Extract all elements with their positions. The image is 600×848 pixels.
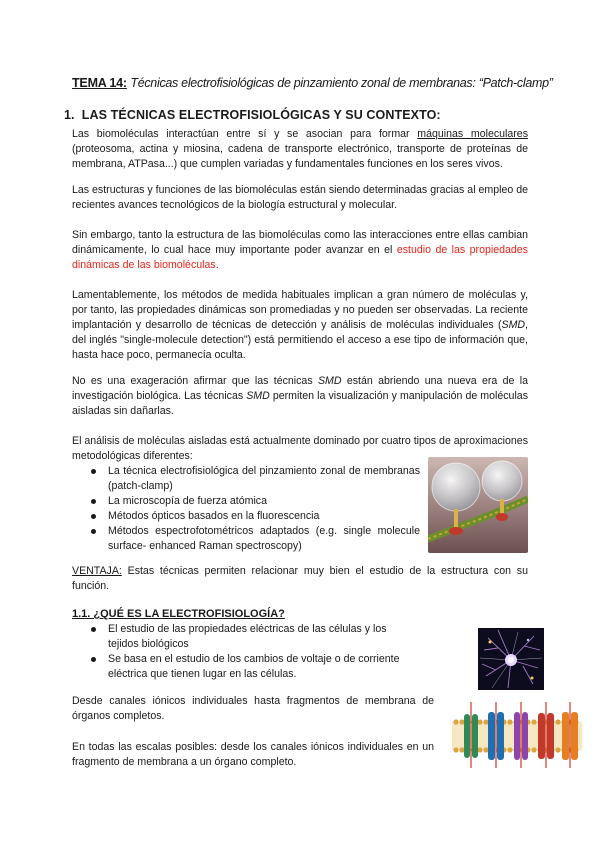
paragraph-5-text-b: están abriendo una nueva era de la investigación biológica. Las técnicas — [72, 375, 528, 402]
section-1-heading — [64, 108, 441, 122]
paragraph-5-text-a: No es una exageración afirmar que las técnicas — [72, 375, 318, 387]
ion-channels-diagram-svg — [452, 700, 582, 772]
paragraph-5 — [72, 374, 528, 419]
paragraph-2: Las estructuras y funciones de las biomoléculas están siendo determinadas gracias al empleo de recientes avances tecnológicos de la biología estructural y molecular. — [72, 184, 528, 211]
section-1-1-heading: 1.1. ¿QUÉ ES LA ELECTROFISIOLOGÍA? — [72, 608, 285, 620]
ion-channels-diagram — [452, 700, 582, 772]
list-item: Métodos espectrofotométricos adaptados (e.g. single molecule surface- enhanced Raman spectroscopy) — [88, 524, 420, 554]
paragraph-3-text-a: Sin embargo, tanto la estructura de las biomoléculas como las interacciones entre ellas cambian dinámicamente, lo cual hace muy importante poder avanzar en el — [72, 229, 528, 256]
list-item: El estudio de las propiedades eléctricas de las células y los tejidos biológicos — [88, 622, 408, 652]
page-title — [72, 76, 553, 90]
ventaja-label: VENTAJA: — [72, 565, 122, 577]
list-item: Se basa en el estudio de los cambios de voltaje o de corriente eléctrica que tienen lugar en las células. — [88, 652, 408, 682]
paragraph-4-text-b: , del inglés "single-molecule detection") está permitiendo el acceso a ese tipo de información que, hasta hace poco, permanecía oculta. — [72, 319, 528, 361]
smd-term: SMD — [246, 390, 270, 402]
title-subtitle: Técnicas electrofisiológicas de pinzamiento zonal de membranas: “Patch-clamp” — [130, 76, 553, 90]
paragraph-4-text-a: Lamentablemente, los métodos de medida habituales implican a gran número de moléculas y, por tanto, las propiedades dinámicas son promediadas y no pueden ser observadas. La reciente implantación y desarrollo de técnicas de detección y análisis de moléculas individuales ( — [72, 289, 528, 331]
neuron-image-svg — [478, 628, 544, 690]
paragraph-3-highlight: estudio de las propiedades dinámicas de las biomoléculas — [72, 244, 528, 271]
patch-clamp-illustration-svg — [428, 457, 528, 553]
paragraph-4 — [72, 288, 528, 363]
paragraph-3 — [72, 228, 528, 273]
section-1-title: LAS TÉCNICAS ELECTROFISIOLÓGICAS Y SU CONTEXTO: — [81, 108, 441, 122]
paragraph-1 — [72, 127, 528, 172]
ventaja-text: Estas técnicas permiten relacionar muy bien el estudio de la estructura con su función. — [72, 565, 528, 592]
scale-paragraph-1: Desde canales iónicos individuales hasta fragmentos de membrana de órganos completos. — [72, 695, 434, 722]
list-item: Métodos ópticos basados en la fluorescencia — [88, 509, 420, 524]
scale-paragraph-2: En todas las escalas posibles: desde los canales iónicos individuales en un fragmento de membrana a un órgano completo. — [72, 741, 434, 768]
electrophysiology-list — [88, 622, 408, 682]
smd-term: SMD — [501, 319, 526, 331]
ventaja-paragraph — [72, 564, 528, 594]
paragraph-5-text-c: permiten la visualización y manipulación de moléculas aisladas sin dañarlas. — [72, 390, 528, 417]
maquinas-moleculares-term: máquinas moleculares — [417, 128, 528, 140]
title-label: TEMA 14: — [72, 76, 127, 90]
methods-list — [88, 464, 420, 554]
list-item: La microscopía de fuerza atómica — [88, 494, 420, 509]
paragraph-6: El análisis de moléculas aisladas está actualmente dominado por cuatro tipos de aproximaciones metodológicas diferentes: — [72, 435, 528, 462]
list-item: La técnica electrofisiológica del pinzamiento zonal de membranas (patch-clamp) — [88, 464, 420, 494]
smd-term: SMD — [317, 375, 342, 387]
paragraph-3-text-b: . — [215, 259, 219, 271]
patch-clamp-illustration — [428, 457, 528, 553]
paragraph-1-text-a: Las biomoléculas interactúan entre sí y se asocian para formar — [72, 128, 418, 140]
section-1-number: 1. — [64, 108, 75, 122]
neuron-image — [478, 628, 544, 690]
paragraph-1-text-b: (proteosoma, actina y miosina, cadena de transporte electrónico, transporte de proteínas de membrana, ATPasa...) que cumplen variadas y fundamentales funciones en los seres vivos. — [72, 143, 528, 170]
